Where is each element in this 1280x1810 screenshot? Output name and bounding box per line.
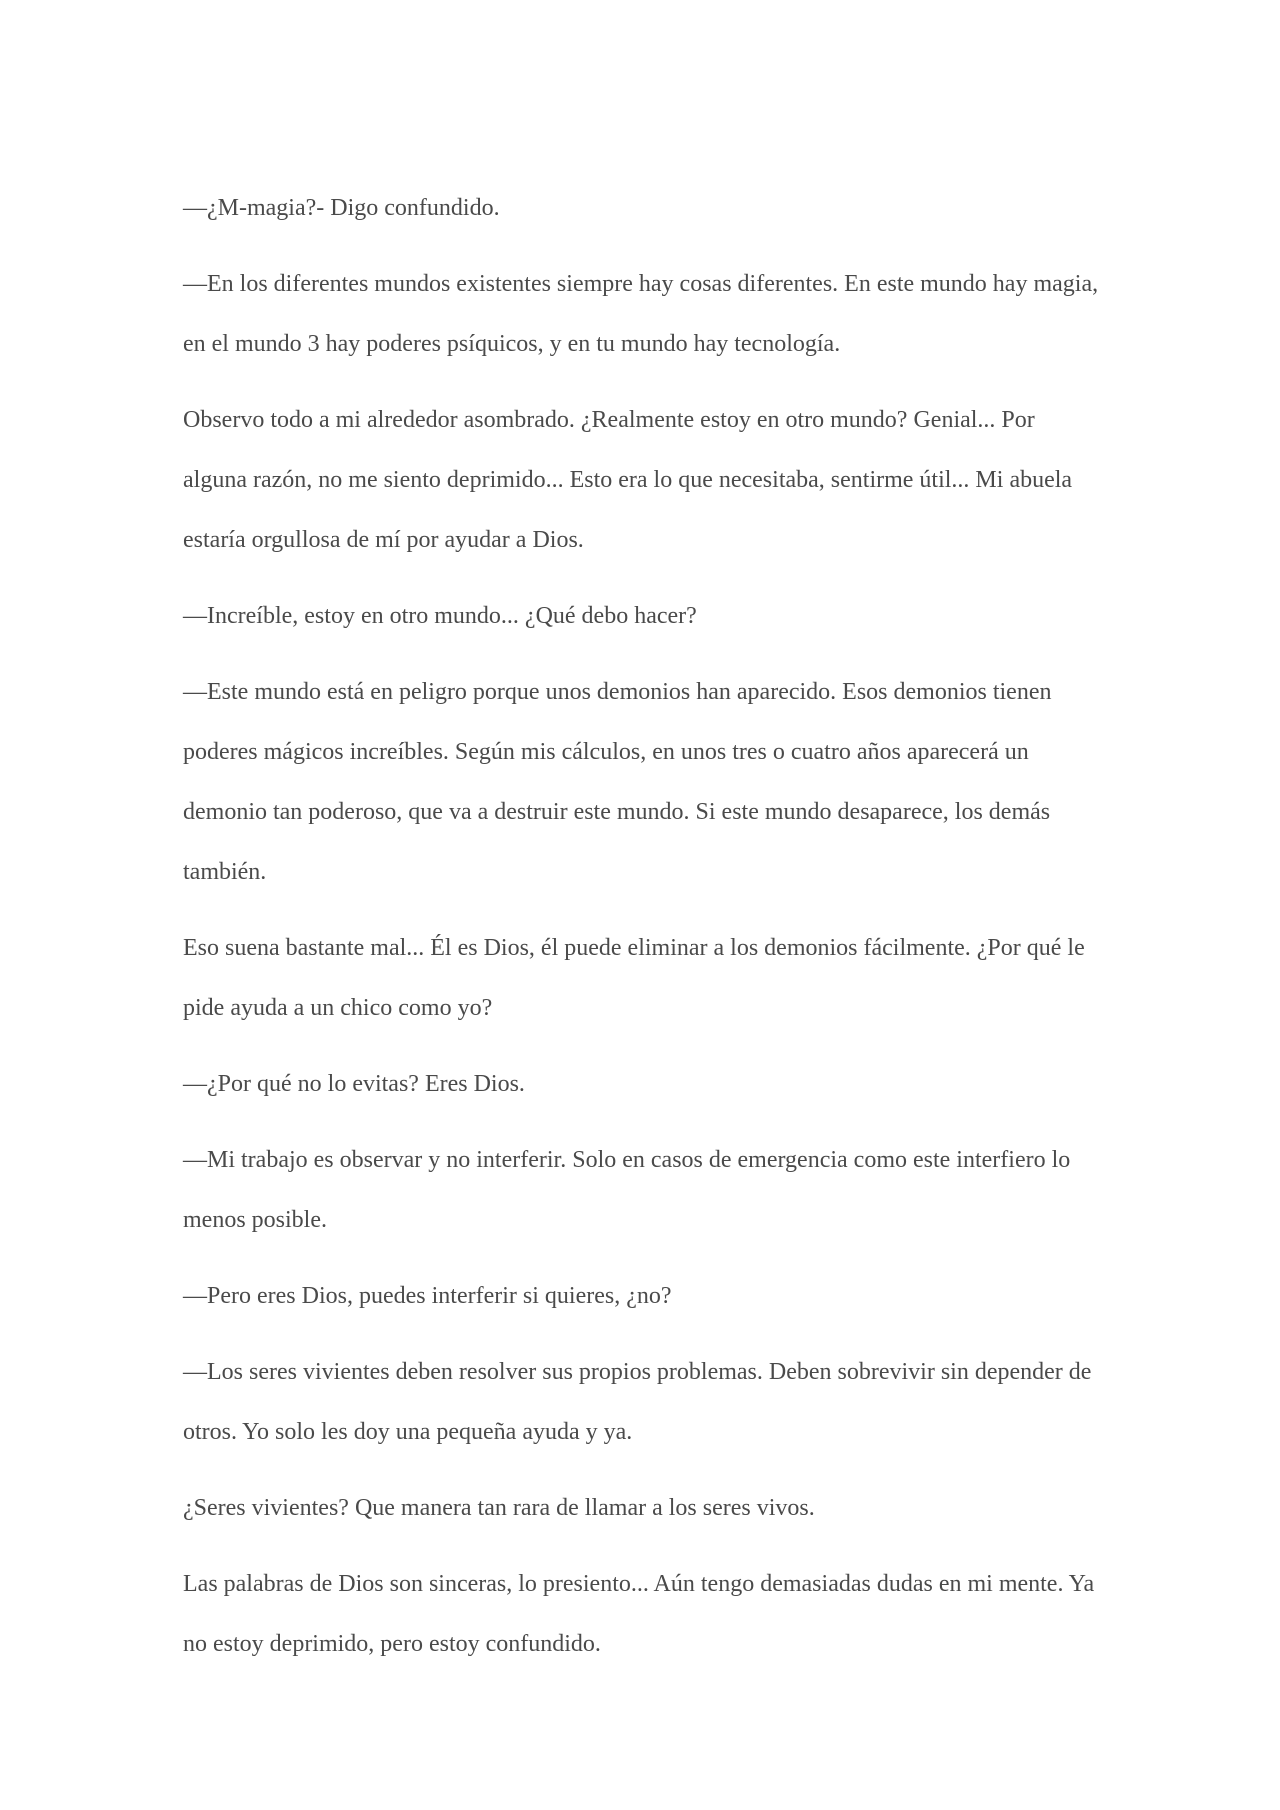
document-body — [183, 178, 1103, 1690]
paragraph: Eso suena bastante mal... Él es Dios, él puede eliminar a los demonios fácilmente. ¿Por qué le pide ayuda a un chico como yo? — [183, 935, 1085, 1021]
paragraph: ¿Seres vivientes? Que manera tan rara de llamar a los seres vivos. — [183, 1495, 815, 1521]
paragraph: —Pero eres Dios, puedes interferir si quieres, ¿no? — [183, 1283, 672, 1309]
paragraph: —Este mundo está en peligro porque unos demonios han aparecido. Esos demonios tienen poderes mágicos increíbles. Según mis cálculos, en unos tres o cuatro años aparecerá un demonio tan poderoso, que va a destruir este mundo. Si este mundo desaparece, los demás también. — [183, 679, 1052, 885]
paragraph: —Mi trabajo es observar y no interferir. Solo en casos de emergencia como este interfiero lo menos posible. — [183, 1147, 1071, 1233]
paragraph: Las palabras de Dios son sinceras, lo presiento... Aún tengo demasiadas dudas en mi mente. Ya no estoy deprimido, pero estoy confundido. — [183, 1571, 1095, 1657]
paragraph: —¿M-magia?- Digo confundido. — [183, 195, 500, 221]
paragraph: —Increíble, estoy en otro mundo... ¿Qué debo hacer? — [183, 603, 697, 629]
paragraph: —¿Por qué no lo evitas? Eres Dios. — [183, 1071, 525, 1097]
paragraph: —En los diferentes mundos existentes siempre hay cosas diferentes. En este mundo hay magia, en el mundo 3 hay poderes psíquicos, y en tu mundo hay tecnología. — [183, 271, 1099, 357]
paragraph: —Los seres vivientes deben resolver sus propios problemas. Deben sobrevivir sin depender de otros. Yo solo les doy una pequeña ayuda y ya. — [183, 1359, 1092, 1445]
paragraph: Observo todo a mi alrededor asombrado. ¿Realmente estoy en otro mundo? Genial... Por alguna razón, no me siento deprimido... Esto era lo que necesitaba, sentirme útil... Mi abuela estaría orgullosa de mí por ayudar a Dios. — [183, 407, 1073, 553]
